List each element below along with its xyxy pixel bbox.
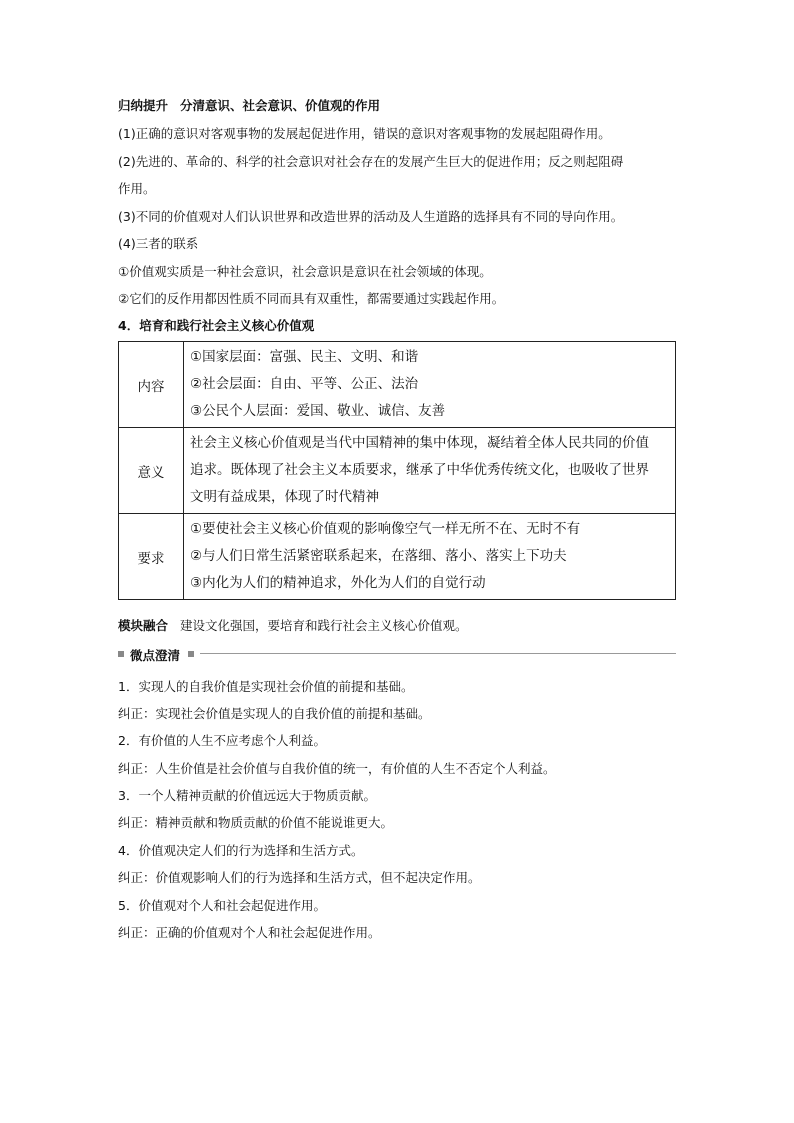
summary-line-6: ①价值观实质是一种社会意识，社会意识是意识在社会领域的体现。 xyxy=(118,264,492,279)
summary-line-2: (2)先进的、革命的、科学的社会意识对社会存在的发展产生巨大的促进作用；反之则起阻碍 xyxy=(118,154,624,169)
content-line: 社会主义核心价值观是当代中国精神的集中体现，凝结着全体人民共同的价值 xyxy=(190,435,649,451)
summary-heading-title: 分清意识、社会意识、价值观的作用 xyxy=(180,98,381,113)
clarify-line-4: 纠正：人生价值是社会价值与自我价值的统一，有价值的人生不否定个人利益。 xyxy=(118,761,556,776)
summary-line-7: ②它们的反作用都因性质不同而具有双重性，都需要通过实践起作用。 xyxy=(118,291,505,306)
row-label: 内容 xyxy=(119,342,184,428)
row-content xyxy=(184,428,676,514)
content-line: ②与人们日常生活紧密联系起来，在落细、落小、落实上下功夫 xyxy=(190,548,567,564)
clarify-section-divider xyxy=(118,648,676,663)
content-line: ③内化为人们的精神追求，外化为人们的自觉行动 xyxy=(190,575,486,591)
summary-heading xyxy=(118,96,380,114)
square-bullet-icon xyxy=(118,651,124,657)
summary-line-3: 作用。 xyxy=(118,181,156,196)
clarify-line-9: 5．价值观对个人和社会起促进作用。 xyxy=(118,898,326,913)
summary-heading-label: 归纳提升 xyxy=(118,98,169,113)
row-content xyxy=(184,514,676,600)
content-line: ①要使社会主义核心价值观的影响像空气一样无所不在、无时不有 xyxy=(190,521,581,537)
square-bullet-icon xyxy=(188,651,194,657)
clarify-line-3: 2．有价值的人生不应考虑个人利益。 xyxy=(118,733,326,748)
section-4-title: 4．培育和践行社会主义核心价值观 xyxy=(118,318,315,333)
summary-line-5: (4)三者的联系 xyxy=(118,236,199,251)
table-row xyxy=(119,514,676,600)
row-label: 要求 xyxy=(119,514,184,600)
clarify-line-6: 纠正：精神贡献和物质贡献的价值不能说谁更大。 xyxy=(118,815,394,830)
summary-line-1: (1)正确的意识对客观事物的发展起促进作用，错误的意识对客观事物的发展起阻碍作用。 xyxy=(118,126,611,141)
clarify-line-8: 纠正：价值观影响人们的行为选择和生活方式，但不起决定作用。 xyxy=(118,870,481,885)
divider-rule xyxy=(200,653,676,654)
summary-line-4: (3)不同的价值观对人们认识世界和改造世界的活动及人生道路的选择具有不同的导向作用。 xyxy=(118,209,624,224)
module-label: 模块融合 xyxy=(118,618,169,633)
row-label: 意义 xyxy=(119,428,184,514)
clarify-line-10: 纠正：正确的价值观对个人和社会起促进作用。 xyxy=(118,925,381,940)
clarify-line-7: 4．价值观决定人们的行为选择和生活方式。 xyxy=(118,843,364,858)
module-fusion xyxy=(118,616,468,634)
row-content xyxy=(184,342,676,428)
clarify-line-1: 1．实现人的自我价值是实现社会价值的前提和基础。 xyxy=(118,679,414,694)
module-text: 建设文化强国，要培育和践行社会主义核心价值观。 xyxy=(180,618,468,633)
clarify-title: 微点澄清 xyxy=(130,648,181,663)
content-line: ②社会层面：自由、平等、公正、法治 xyxy=(190,376,419,392)
content-line: 文明有益成果，体现了时代精神 xyxy=(190,489,379,505)
content-line: 追求。既体现了社会主义本质要求，继承了中华优秀传统文化，也吸收了世界 xyxy=(190,462,649,478)
clarify-line-2: 纠正：实现社会价值是实现人的自我价值的前提和基础。 xyxy=(118,706,431,721)
core-values-table xyxy=(118,341,676,600)
content-line: ③公民个人层面：爱国、敬业、诚信、友善 xyxy=(190,403,446,419)
table-row xyxy=(119,428,676,514)
table-row xyxy=(119,342,676,428)
clarify-line-5: 3．一个人精神贡献的价值远远大于物质贡献。 xyxy=(118,788,376,803)
content-line: ①国家层面：富强、民主、文明、和谐 xyxy=(190,349,419,365)
